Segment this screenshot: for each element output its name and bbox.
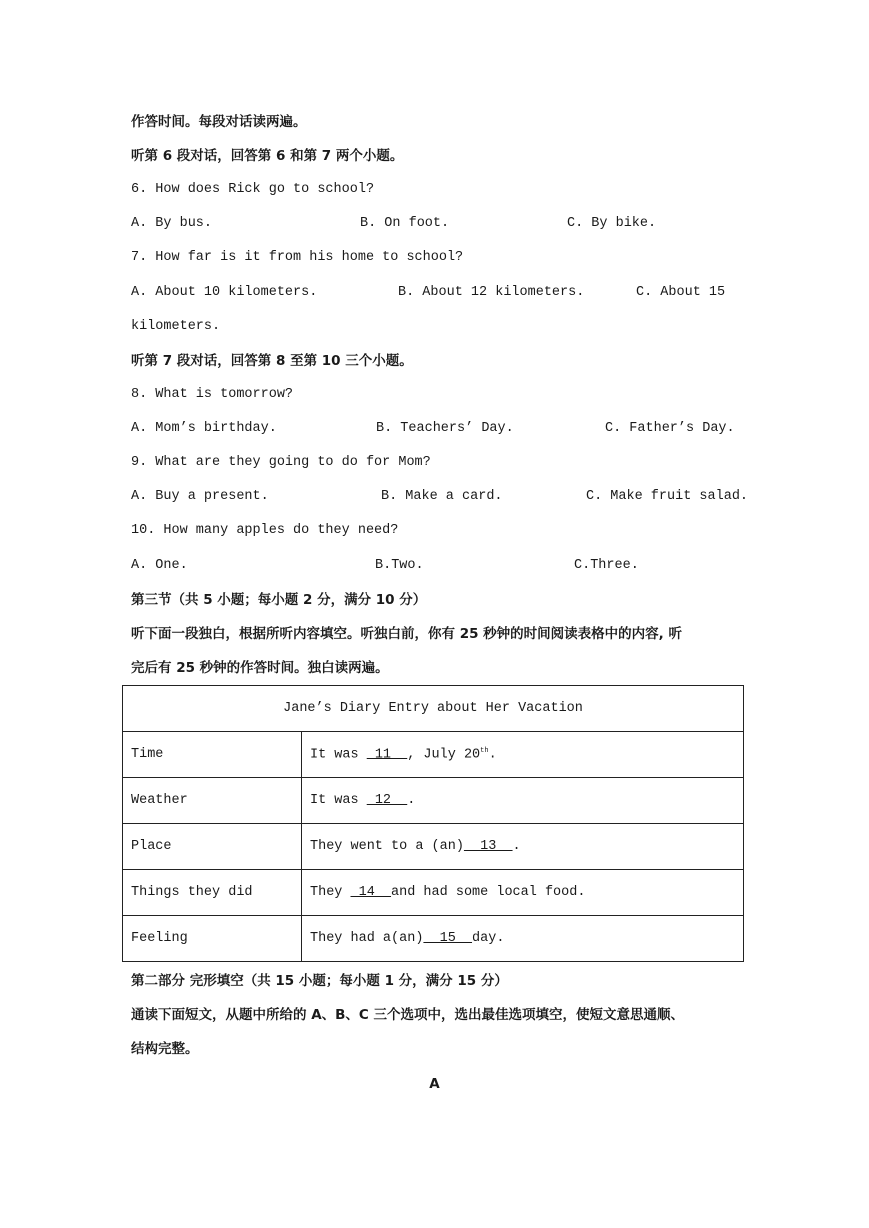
row-label-place: Place (123, 824, 302, 870)
q10-option-a[interactable]: A. One. (131, 558, 188, 573)
q8-option-c[interactable]: C. Father’s Day. (605, 421, 735, 436)
table-row (123, 870, 744, 916)
q7-option-c[interactable]: C. About 15 (636, 285, 726, 300)
blank-11[interactable]: 11 (366, 747, 408, 763)
q6-option-a[interactable]: A. By bus. (131, 216, 213, 231)
row-content-weather (302, 778, 744, 824)
part2-instruction-2: 结构完整。 (131, 1041, 199, 1057)
row-text: day. (472, 931, 505, 946)
q10-question: 10. How many apples do they need? (131, 523, 399, 538)
diary-table (122, 685, 744, 962)
q10-option-b[interactable]: B.Two. (375, 558, 424, 573)
row-label-weather: Weather (123, 778, 302, 824)
q8-option-b[interactable]: B. Teachers’ Day. (376, 421, 514, 436)
row-content-time (302, 732, 744, 778)
row-text: . (407, 793, 416, 808)
part2-heading: 第二部分 完形填空（共 15 小题；每小题 1 分，满分 15 分） (131, 973, 508, 989)
q7-option-c-continued: kilometers. (131, 319, 221, 334)
part2-instruction-1: 通读下面短文，从题中所给的 A、B、C 三个选项中，选出最佳选项填空，使短文意思通顺、 (131, 1007, 685, 1023)
row-text: It was (310, 793, 367, 808)
blank-13[interactable]: 13 (463, 839, 513, 854)
section7-heading: 听第 7 段对话，回答第 8 至第 10 三个小题。 (131, 353, 413, 369)
blank-12[interactable]: 12 (366, 793, 408, 808)
q7-question: 7. How far is it from his home to school? (131, 250, 464, 265)
intro-line: 作答时间。每段对话读两遍。 (131, 114, 307, 130)
ordinal-suffix: th (480, 746, 489, 755)
q7-option-b[interactable]: B. About 12 kilometers. (398, 285, 585, 300)
row-text: . (512, 839, 521, 854)
blank-14[interactable]: 14 (350, 885, 392, 900)
q9-question: 9. What are they going to do for Mom? (131, 455, 431, 470)
diary-table-title: Jane’s Diary Entry about Her Vacation (123, 686, 744, 732)
row-text: They had a(an) (310, 931, 424, 946)
row-content-things (302, 870, 744, 916)
blank-15[interactable]: 15 (423, 931, 473, 946)
row-text: It was (310, 747, 367, 763)
q6-question: 6. How does Rick go to school? (131, 182, 375, 197)
part3-instruction-1: 听下面一段独白，根据所听内容填空。听独白前，你有 25 秒钟的时间阅读表格中的内容, 听 (131, 626, 683, 642)
row-label-time: Time (123, 732, 302, 778)
section6-heading: 听第 6 段对话，回答第 6 和第 7 两个小题。 (131, 148, 404, 164)
row-label-feeling: Feeling (123, 916, 302, 962)
q6-option-c[interactable]: C. By bike. (567, 216, 657, 231)
row-text: They went to a (an) (310, 839, 464, 854)
row-text: . (488, 747, 497, 763)
table-row (123, 732, 744, 778)
row-content-feeling (302, 916, 744, 962)
q8-question: 8. What is tomorrow? (131, 387, 294, 402)
q10-option-c[interactable]: C.Three. (574, 558, 639, 573)
passage-label: A (429, 1076, 440, 1092)
part3-heading: 第三节（共 5 小题；每小题 2 分，满分 10 分） (131, 592, 427, 608)
q9-option-a[interactable]: A. Buy a present. (131, 489, 269, 504)
row-text: They (310, 885, 351, 900)
row-content-place (302, 824, 744, 870)
table-row (123, 824, 744, 870)
row-text: , July 20 (407, 747, 481, 763)
row-label-things: Things they did (123, 870, 302, 916)
q6-option-b[interactable]: B. On foot. (360, 216, 450, 231)
table-row (123, 778, 744, 824)
part3-instruction-2: 完后有 25 秒钟的作答时间。独白读两遍。 (131, 660, 389, 676)
q9-option-b[interactable]: B. Make a card. (381, 489, 503, 504)
q7-option-a[interactable]: A. About 10 kilometers. (131, 285, 318, 300)
table-row (123, 916, 744, 962)
q9-option-c[interactable]: C. Make fruit salad. (586, 489, 749, 504)
row-text: and had some local food. (391, 885, 586, 900)
q8-option-a[interactable]: A. Mom’s birthday. (131, 421, 277, 436)
